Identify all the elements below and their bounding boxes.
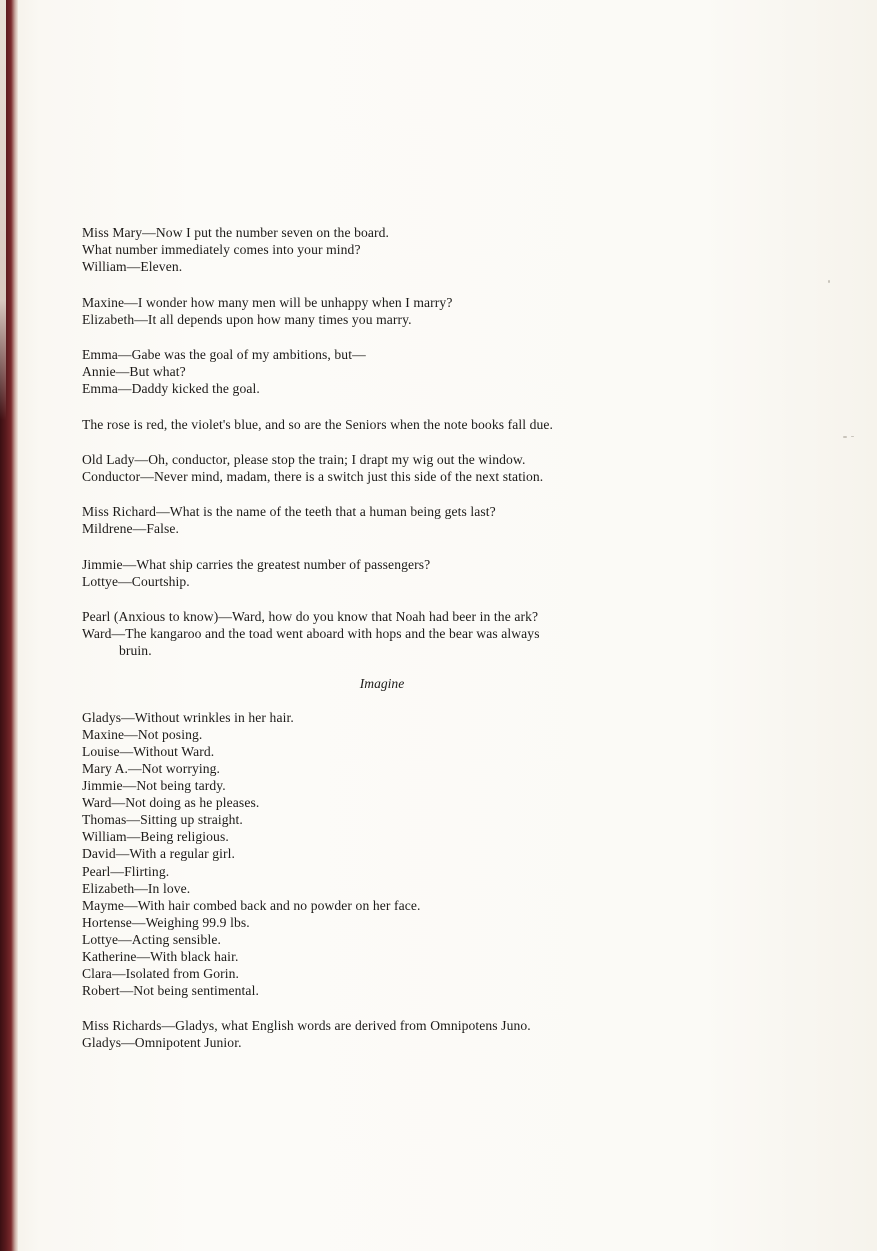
joke-line-continuation: bruin. <box>119 643 152 659</box>
joke-line: Elizabeth—It all depends upon how many times you marry. <box>82 311 412 327</box>
imagine-item: Katherine—With black hair. <box>82 948 239 964</box>
joke-line: Maxine—I wonder how many men will be unhappy when I marry? <box>82 294 453 310</box>
imagine-item: Clara—Isolated from Gorin. <box>82 966 239 982</box>
joke-line: Conductor—Never mind, madam, there is a switch just this side of the next station. <box>82 469 544 485</box>
joke-block <box>82 503 702 537</box>
page-text <box>82 224 702 1070</box>
joke-block <box>82 451 702 485</box>
paper-speck <box>851 436 854 437</box>
imagine-item: Hortense—Weighing 99.9 lbs. <box>82 914 250 930</box>
joke-line: Gladys—Omnipotent Junior. <box>82 1035 242 1051</box>
joke-line: Emma—Gabe was the goal of my ambitions, but— <box>82 347 366 363</box>
imagine-item: Gladys—Without wrinkles in her hair. <box>82 709 294 725</box>
imagine-item: Lottye—Acting sensible. <box>82 931 221 947</box>
joke-line: Miss Richard—What is the name of the teeth that a human being gets last? <box>82 504 496 520</box>
imagine-item: Mayme—With hair combed back and no powder on her face. <box>82 897 421 913</box>
imagine-item: David—With a regular girl. <box>82 846 236 862</box>
joke-line: Annie—But what? <box>82 364 186 380</box>
paper-speck <box>828 280 830 283</box>
imagine-item: Thomas—Sitting up straight. <box>82 812 243 828</box>
joke-line: Pearl (Anxious to know)—Ward, how do you know that Noah had beer in the ark? <box>82 609 539 625</box>
joke-block <box>82 294 702 328</box>
imagine-item: Robert—Not being sentimental. <box>82 983 259 999</box>
joke-block <box>82 224 702 276</box>
imagine-item: William—Being religious. <box>82 829 229 845</box>
imagine-heading: Imagine <box>359 675 405 691</box>
joke-line: Jimmie—What ship carries the greatest number of passengers? <box>82 556 431 572</box>
joke-line: William—Eleven. <box>82 259 183 275</box>
imagine-item: Jimmie—Not being tardy. <box>82 778 226 794</box>
joke-line: Mildrene—False. <box>82 521 180 537</box>
joke-line: What number immediately comes into your mind? <box>82 242 361 258</box>
imagine-item: Mary A.—Not worrying. <box>82 760 221 776</box>
closing-joke-block <box>82 1017 702 1051</box>
joke-line: The rose is red, the violet's blue, and so are the Seniors when the note books fall due. <box>82 416 554 432</box>
imagine-item: Maxine—Not posing. <box>82 726 203 742</box>
imagine-item: Ward—Not doing as he pleases. <box>82 795 260 811</box>
paper-speck <box>843 436 847 438</box>
book-binding-edge <box>0 0 18 1251</box>
joke-block <box>82 608 702 660</box>
joke-line: Lottye—Courtship. <box>82 573 190 589</box>
joke-line: Old Lady—Oh, conductor, please stop the train; I drapt my wig out the window. <box>82 451 526 467</box>
joke-line: Emma—Daddy kicked the goal. <box>82 381 260 397</box>
joke-line: Miss Richards—Gladys, what English words are derived from Omnipotens Juno. <box>82 1018 531 1034</box>
imagine-item: Louise—Without Ward. <box>82 743 215 759</box>
imagine-item: Pearl—Flirting. <box>82 863 170 879</box>
joke-block <box>82 346 702 398</box>
joke-block <box>82 416 702 433</box>
imagine-item: Elizabeth—In love. <box>82 880 191 896</box>
joke-line: Miss Mary—Now I put the number seven on the board. <box>82 225 390 240</box>
joke-line: Ward—The kangaroo and the toad went aboard with hops and the bear was always <box>82 626 540 642</box>
joke-block <box>82 556 702 590</box>
imagine-list <box>82 709 702 1000</box>
